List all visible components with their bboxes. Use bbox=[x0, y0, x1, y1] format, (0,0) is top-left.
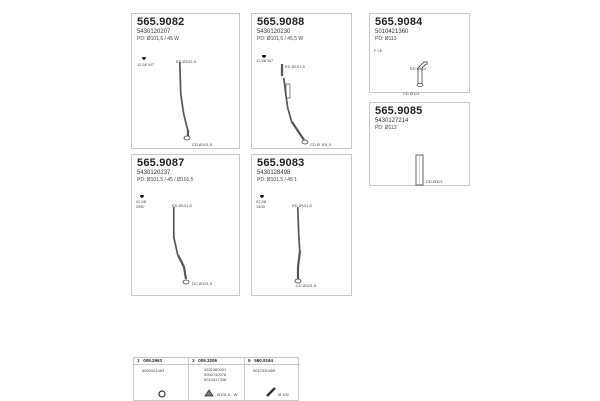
accessory-cell bbox=[245, 358, 300, 400]
outlet-diameter-label: CD Ø101,5 bbox=[296, 283, 317, 288]
exhaust-pipe-drawing bbox=[370, 14, 471, 94]
exhaust-pipe-drawing bbox=[252, 155, 353, 297]
part-dimensions: PD: Ø113 bbox=[375, 125, 397, 131]
inlet-diameter-label: ED Ø113 bbox=[410, 66, 427, 71]
part-code: 565.9082 bbox=[137, 16, 185, 28]
accessory-code: 009.2963 bbox=[143, 358, 163, 363]
clamp-icon bbox=[158, 390, 166, 398]
exhaust-pipe-drawing bbox=[252, 14, 353, 150]
part-number: 5430128498 bbox=[257, 170, 291, 176]
reference-label: 12,56 W7 bbox=[256, 58, 274, 63]
accessory-cell bbox=[189, 358, 245, 400]
clamp-icon bbox=[265, 386, 277, 398]
inlet-diameter-label: ED Ø101,5 bbox=[292, 203, 312, 208]
part-code: 565.9088 bbox=[257, 16, 305, 28]
part-number: 5430127214 bbox=[375, 118, 409, 124]
inlet-diameter-label: ED Ø101,5 bbox=[176, 59, 196, 64]
part-code: 565.9083 bbox=[257, 157, 305, 169]
part-panel-565-9088 bbox=[251, 13, 352, 149]
part-dimensions: PD: Ø113 bbox=[375, 36, 397, 42]
outlet-diameter-label: CD Ø101,5 bbox=[192, 142, 213, 147]
part-panel-565-9084 bbox=[369, 13, 470, 96]
outlet-diameter-label: CD Ø 101,5 bbox=[310, 142, 332, 147]
accessory-header bbox=[189, 358, 244, 365]
inlet-diameter-label: ED Ø101,5 bbox=[172, 203, 192, 208]
accessory-index: 1 bbox=[137, 358, 140, 363]
part-number: 5430120237 bbox=[137, 170, 171, 176]
part-panel-565-9085 bbox=[369, 102, 470, 186]
outlet-diameter-label: CD Ø113 bbox=[403, 91, 420, 96]
accessories-table bbox=[133, 357, 299, 401]
accessory-header bbox=[245, 358, 300, 365]
part-dimensions: PD: Ø101,5 / 45 1 bbox=[257, 177, 298, 183]
exhaust-pipe-drawing bbox=[370, 103, 471, 187]
part-code: 565.9087 bbox=[137, 157, 185, 169]
accessory-header bbox=[134, 358, 188, 365]
part-code: 565.9085 bbox=[375, 105, 423, 117]
accessory-number: 4331360001 bbox=[204, 367, 227, 372]
accessory-cell bbox=[134, 358, 189, 400]
part-number: 5430120207 bbox=[137, 29, 171, 35]
part-number: 5010421360 bbox=[375, 29, 409, 35]
outlet-diameter-label: DC Ø101,5 bbox=[192, 281, 213, 286]
reference-label: 02,58 1400 bbox=[256, 199, 267, 209]
part-number: 5430120230 bbox=[257, 29, 291, 35]
part-panel-565-9083 bbox=[251, 154, 352, 296]
accessory-code: 590.9164 bbox=[254, 358, 274, 363]
part-panel-565-9082 bbox=[131, 13, 240, 149]
reference-label: 12,56 W7 bbox=[137, 62, 155, 67]
part-dimensions: PD: Ø101,5 / 45 / Ø101,5 bbox=[137, 177, 194, 183]
accessory-index: 3 bbox=[192, 358, 195, 363]
accessory-diameter: Ø101,5 - W bbox=[217, 392, 238, 397]
accessory-number: 5012330459 bbox=[253, 368, 276, 373]
exhaust-pipe-drawing bbox=[132, 14, 241, 150]
reference-label: F LE bbox=[374, 48, 383, 53]
accessory-code: 009.3206 bbox=[198, 358, 218, 363]
accessory-number: 5500001453 bbox=[142, 368, 165, 373]
part-dimensions: PD: Ø101,6 / 45 W bbox=[137, 36, 179, 42]
inlet-diameter-label: ED Ø101,5 bbox=[285, 64, 305, 69]
outlet-diameter-label: CD Ø113 bbox=[426, 179, 443, 184]
reference-label: 02,58 2587 bbox=[136, 199, 147, 209]
exhaust-pipe-drawing bbox=[132, 155, 241, 297]
accessory-index: 5 bbox=[248, 358, 251, 363]
accessory-number: 5000742076 bbox=[204, 372, 227, 377]
accessory-number: 5010417336 bbox=[204, 377, 227, 382]
clamp-icon bbox=[203, 388, 215, 398]
part-dimensions: PD: Ø101,6 / 45,5 W bbox=[257, 36, 304, 42]
accessory-diameter: Ø 102 bbox=[278, 392, 289, 397]
part-code: 565.9084 bbox=[375, 16, 423, 28]
part-panel-565-9087 bbox=[131, 154, 240, 296]
